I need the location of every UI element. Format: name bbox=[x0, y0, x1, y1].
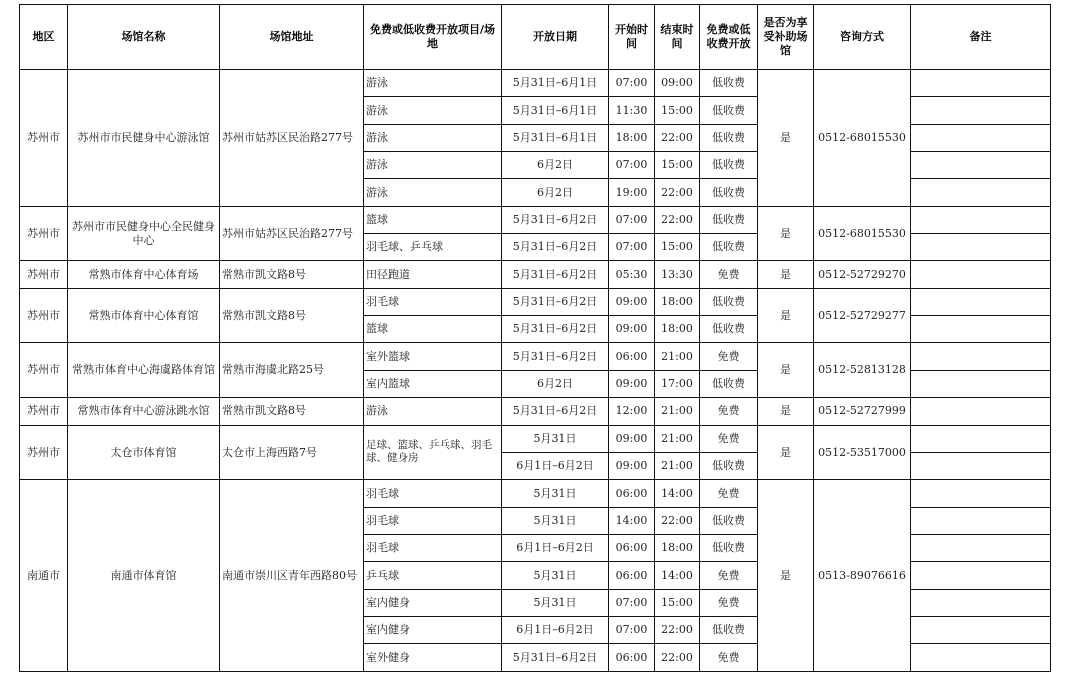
project-cell: 游泳 bbox=[364, 179, 502, 206]
project-cell: 田径跑道 bbox=[364, 261, 502, 288]
subsidized-cell: 是 bbox=[758, 288, 814, 343]
start-time-cell: 06:00 bbox=[609, 480, 655, 507]
table-row bbox=[20, 261, 1051, 288]
end-time-cell: 22:00 bbox=[655, 124, 700, 151]
end-time-cell: 13:30 bbox=[655, 261, 700, 288]
remarks-cell bbox=[911, 617, 1051, 644]
venue-schedule-table bbox=[19, 4, 1051, 672]
end-time-cell: 22:00 bbox=[655, 206, 700, 233]
table-row bbox=[20, 206, 1051, 233]
fee-type-cell: 免费 bbox=[700, 589, 758, 616]
fee-type-cell: 低收费 bbox=[700, 151, 758, 178]
region-cell: 苏州市 bbox=[20, 425, 68, 480]
region-cell: 苏州市 bbox=[20, 69, 68, 206]
subsidized-cell: 是 bbox=[758, 480, 814, 672]
fee-type-cell: 免费 bbox=[700, 425, 758, 452]
start-time-cell: 06:00 bbox=[609, 644, 655, 672]
open-date-cell: 5月31日–6月2日 bbox=[502, 261, 609, 288]
fee-type-cell: 低收费 bbox=[700, 452, 758, 479]
header-region: 地区 bbox=[20, 5, 68, 70]
end-time-cell: 09:00 bbox=[655, 69, 700, 96]
header-fee-type: 免费或低收费开放 bbox=[700, 5, 758, 70]
remarks-cell bbox=[911, 507, 1051, 534]
fee-type-cell: 低收费 bbox=[700, 124, 758, 151]
end-time-cell: 22:00 bbox=[655, 617, 700, 644]
remarks-cell bbox=[911, 234, 1051, 261]
venue-address-cell: 常熟市凯文路8号 bbox=[220, 288, 364, 343]
end-time-cell: 22:00 bbox=[655, 179, 700, 206]
remarks-cell bbox=[911, 480, 1051, 507]
open-date-cell: 5月31日–6月1日 bbox=[502, 124, 609, 151]
fee-type-cell: 免费 bbox=[700, 261, 758, 288]
venue-name-cell: 常熟市体育中心体育场 bbox=[68, 261, 220, 288]
region-cell: 苏州市 bbox=[20, 261, 68, 288]
fee-type-cell: 低收费 bbox=[700, 234, 758, 261]
fee-type-cell: 低收费 bbox=[700, 316, 758, 343]
fee-type-cell: 低收费 bbox=[700, 69, 758, 96]
open-date-cell: 5月31日–6月2日 bbox=[502, 234, 609, 261]
fee-type-cell: 低收费 bbox=[700, 370, 758, 397]
table-row bbox=[20, 69, 1051, 96]
contact-cell: 0513-89076616 bbox=[814, 480, 911, 672]
contact-cell: 0512-52729277 bbox=[814, 288, 911, 343]
venue-name-cell: 常熟市体育中心体育馆 bbox=[68, 288, 220, 343]
open-date-cell: 5月31日–6月1日 bbox=[502, 97, 609, 124]
remarks-cell bbox=[911, 316, 1051, 343]
subsidized-cell: 是 bbox=[758, 261, 814, 288]
venue-address-cell: 常熟市凯文路8号 bbox=[220, 261, 364, 288]
project-cell: 室外健身 bbox=[364, 644, 502, 672]
header-remarks: 备注 bbox=[911, 5, 1051, 70]
start-time-cell: 09:00 bbox=[609, 452, 655, 479]
remarks-cell bbox=[911, 261, 1051, 288]
end-time-cell: 18:00 bbox=[655, 316, 700, 343]
remarks-cell bbox=[911, 398, 1051, 425]
contact-cell: 0512-53517000 bbox=[814, 425, 911, 480]
header-start-time: 开始时间 bbox=[609, 5, 655, 70]
start-time-cell: 09:00 bbox=[609, 425, 655, 452]
end-time-cell: 21:00 bbox=[655, 343, 700, 370]
start-time-cell: 07:00 bbox=[609, 206, 655, 233]
project-cell: 羽毛球 bbox=[364, 507, 502, 534]
end-time-cell: 18:00 bbox=[655, 288, 700, 315]
start-time-cell: 18:00 bbox=[609, 124, 655, 151]
contact-cell: 0512-68015530 bbox=[814, 69, 911, 206]
fee-type-cell: 免费 bbox=[700, 480, 758, 507]
table-row bbox=[20, 480, 1051, 507]
project-cell: 室内健身 bbox=[364, 589, 502, 616]
header-row bbox=[20, 5, 1051, 70]
project-cell: 羽毛球 bbox=[364, 480, 502, 507]
open-date-cell: 6月2日 bbox=[502, 370, 609, 397]
start-time-cell: 06:00 bbox=[609, 534, 655, 561]
end-time-cell: 15:00 bbox=[655, 589, 700, 616]
start-time-cell: 05:30 bbox=[609, 261, 655, 288]
venue-name-cell: 常熟市体育中心海虞路体育馆 bbox=[68, 343, 220, 398]
project-cell: 游泳 bbox=[364, 151, 502, 178]
fee-type-cell: 免费 bbox=[700, 644, 758, 672]
project-cell: 游泳 bbox=[364, 398, 502, 425]
project-cell: 游泳 bbox=[364, 124, 502, 151]
fee-type-cell: 免费 bbox=[700, 343, 758, 370]
fee-type-cell: 低收费 bbox=[700, 97, 758, 124]
remarks-cell bbox=[911, 425, 1051, 452]
remarks-cell bbox=[911, 124, 1051, 151]
end-time-cell: 14:00 bbox=[655, 562, 700, 589]
end-time-cell: 22:00 bbox=[655, 644, 700, 672]
start-time-cell: 07:00 bbox=[609, 617, 655, 644]
end-time-cell: 15:00 bbox=[655, 151, 700, 178]
region-cell: 苏州市 bbox=[20, 343, 68, 398]
remarks-cell bbox=[911, 288, 1051, 315]
project-cell: 羽毛球、乒乓球 bbox=[364, 234, 502, 261]
remarks-cell bbox=[911, 644, 1051, 672]
end-time-cell: 21:00 bbox=[655, 398, 700, 425]
header-open-date: 开放日期 bbox=[502, 5, 609, 70]
open-date-cell: 6月1日–6月2日 bbox=[502, 534, 609, 561]
subsidized-cell: 是 bbox=[758, 343, 814, 398]
start-time-cell: 09:00 bbox=[609, 288, 655, 315]
project-cell: 室内篮球 bbox=[364, 370, 502, 397]
project-cell: 篮球 bbox=[364, 206, 502, 233]
start-time-cell: 07:00 bbox=[609, 234, 655, 261]
remarks-cell bbox=[911, 589, 1051, 616]
venue-address-cell: 太仓市上海西路7号 bbox=[220, 425, 364, 480]
project-cell: 乒乓球 bbox=[364, 562, 502, 589]
venue-address-cell: 常熟市凯文路8号 bbox=[220, 398, 364, 425]
open-date-cell: 5月31日 bbox=[502, 507, 609, 534]
venue-name-cell: 南通市体育馆 bbox=[68, 480, 220, 672]
region-cell: 苏州市 bbox=[20, 398, 68, 425]
remarks-cell bbox=[911, 370, 1051, 397]
header-projects: 免费或低收费开放项目/场地 bbox=[364, 5, 502, 70]
fee-type-cell: 低收费 bbox=[700, 179, 758, 206]
end-time-cell: 18:00 bbox=[655, 534, 700, 561]
subsidized-cell: 是 bbox=[758, 69, 814, 206]
open-date-cell: 5月31日–6月2日 bbox=[502, 288, 609, 315]
project-cell: 室外篮球 bbox=[364, 343, 502, 370]
subsidized-cell: 是 bbox=[758, 398, 814, 425]
venue-address-cell: 苏州市姑苏区民治路277号 bbox=[220, 206, 364, 261]
region-cell: 南通市 bbox=[20, 480, 68, 672]
open-date-cell: 5月31日–6月2日 bbox=[502, 398, 609, 425]
contact-cell: 0512-52729270 bbox=[814, 261, 911, 288]
remarks-cell bbox=[911, 534, 1051, 561]
venue-address-cell: 常熟市海虞北路25号 bbox=[220, 343, 364, 398]
start-time-cell: 07:00 bbox=[609, 589, 655, 616]
open-date-cell: 6月2日 bbox=[502, 179, 609, 206]
venue-address-cell: 南通市崇川区青年西路80号 bbox=[220, 480, 364, 672]
open-date-cell: 5月31日 bbox=[502, 480, 609, 507]
open-date-cell: 6月1日–6月2日 bbox=[502, 452, 609, 479]
header-venue-address: 场馆地址 bbox=[220, 5, 364, 70]
start-time-cell: 07:00 bbox=[609, 151, 655, 178]
start-time-cell: 14:00 bbox=[609, 507, 655, 534]
open-date-cell: 5月31日–6月1日 bbox=[502, 69, 609, 96]
open-date-cell: 5月31日–6月2日 bbox=[502, 316, 609, 343]
remarks-cell bbox=[911, 452, 1051, 479]
open-date-cell: 6月1日–6月2日 bbox=[502, 617, 609, 644]
table-row bbox=[20, 288, 1051, 315]
end-time-cell: 15:00 bbox=[655, 234, 700, 261]
contact-cell: 0512-52813128 bbox=[814, 343, 911, 398]
fee-type-cell: 低收费 bbox=[700, 617, 758, 644]
header-contact: 咨询方式 bbox=[814, 5, 911, 70]
remarks-cell bbox=[911, 69, 1051, 96]
fee-type-cell: 免费 bbox=[700, 562, 758, 589]
project-cell: 游泳 bbox=[364, 69, 502, 96]
project-cell: 羽毛球 bbox=[364, 288, 502, 315]
header-subsidized: 是否为享受补助场馆 bbox=[758, 5, 814, 70]
open-date-cell: 5月31日–6月2日 bbox=[502, 644, 609, 672]
table-row bbox=[20, 425, 1051, 452]
header-end-time: 结束时间 bbox=[655, 5, 700, 70]
project-cell: 篮球 bbox=[364, 316, 502, 343]
fee-type-cell: 低收费 bbox=[700, 288, 758, 315]
fee-type-cell: 低收费 bbox=[700, 206, 758, 233]
project-cell: 室内健身 bbox=[364, 617, 502, 644]
venue-address-cell: 苏州市姑苏区民治路277号 bbox=[220, 69, 364, 206]
remarks-cell bbox=[911, 97, 1051, 124]
contact-cell: 0512-52727999 bbox=[814, 398, 911, 425]
project-cell: 足球、篮球、乒乓球、羽毛球、健身房 bbox=[364, 425, 502, 480]
region-cell: 苏州市 bbox=[20, 288, 68, 343]
venue-name-cell: 苏州市市民健身中心全民健身中心 bbox=[68, 206, 220, 261]
subsidized-cell: 是 bbox=[758, 206, 814, 261]
open-date-cell: 5月31日 bbox=[502, 425, 609, 452]
start-time-cell: 06:00 bbox=[609, 343, 655, 370]
table-row bbox=[20, 398, 1051, 425]
subsidized-cell: 是 bbox=[758, 425, 814, 480]
venue-name-cell: 苏州市市民健身中心游泳馆 bbox=[68, 69, 220, 206]
open-date-cell: 5月31日 bbox=[502, 562, 609, 589]
end-time-cell: 17:00 bbox=[655, 370, 700, 397]
header-venue-name: 场馆名称 bbox=[68, 5, 220, 70]
remarks-cell bbox=[911, 151, 1051, 178]
venue-name-cell: 常熟市体育中心游泳跳水馆 bbox=[68, 398, 220, 425]
remarks-cell bbox=[911, 343, 1051, 370]
venue-name-cell: 太仓市体育馆 bbox=[68, 425, 220, 480]
fee-type-cell: 免费 bbox=[700, 398, 758, 425]
fee-type-cell: 低收费 bbox=[700, 507, 758, 534]
open-date-cell: 6月2日 bbox=[502, 151, 609, 178]
start-time-cell: 11:30 bbox=[609, 97, 655, 124]
end-time-cell: 21:00 bbox=[655, 452, 700, 479]
project-cell: 羽毛球 bbox=[364, 534, 502, 561]
contact-cell: 0512-68015530 bbox=[814, 206, 911, 261]
end-time-cell: 15:00 bbox=[655, 97, 700, 124]
start-time-cell: 09:00 bbox=[609, 316, 655, 343]
region-cell: 苏州市 bbox=[20, 206, 68, 261]
open-date-cell: 5月31日–6月2日 bbox=[502, 206, 609, 233]
fee-type-cell: 低收费 bbox=[700, 534, 758, 561]
start-time-cell: 07:00 bbox=[609, 69, 655, 96]
start-time-cell: 12:00 bbox=[609, 398, 655, 425]
remarks-cell bbox=[911, 206, 1051, 233]
open-date-cell: 5月31日–6月2日 bbox=[502, 343, 609, 370]
remarks-cell bbox=[911, 179, 1051, 206]
start-time-cell: 09:00 bbox=[609, 370, 655, 397]
remarks-cell bbox=[911, 562, 1051, 589]
open-date-cell: 5月31日 bbox=[502, 589, 609, 616]
end-time-cell: 22:00 bbox=[655, 507, 700, 534]
project-cell: 游泳 bbox=[364, 97, 502, 124]
table-row bbox=[20, 343, 1051, 370]
start-time-cell: 06:00 bbox=[609, 562, 655, 589]
end-time-cell: 21:00 bbox=[655, 425, 700, 452]
end-time-cell: 14:00 bbox=[655, 480, 700, 507]
start-time-cell: 19:00 bbox=[609, 179, 655, 206]
